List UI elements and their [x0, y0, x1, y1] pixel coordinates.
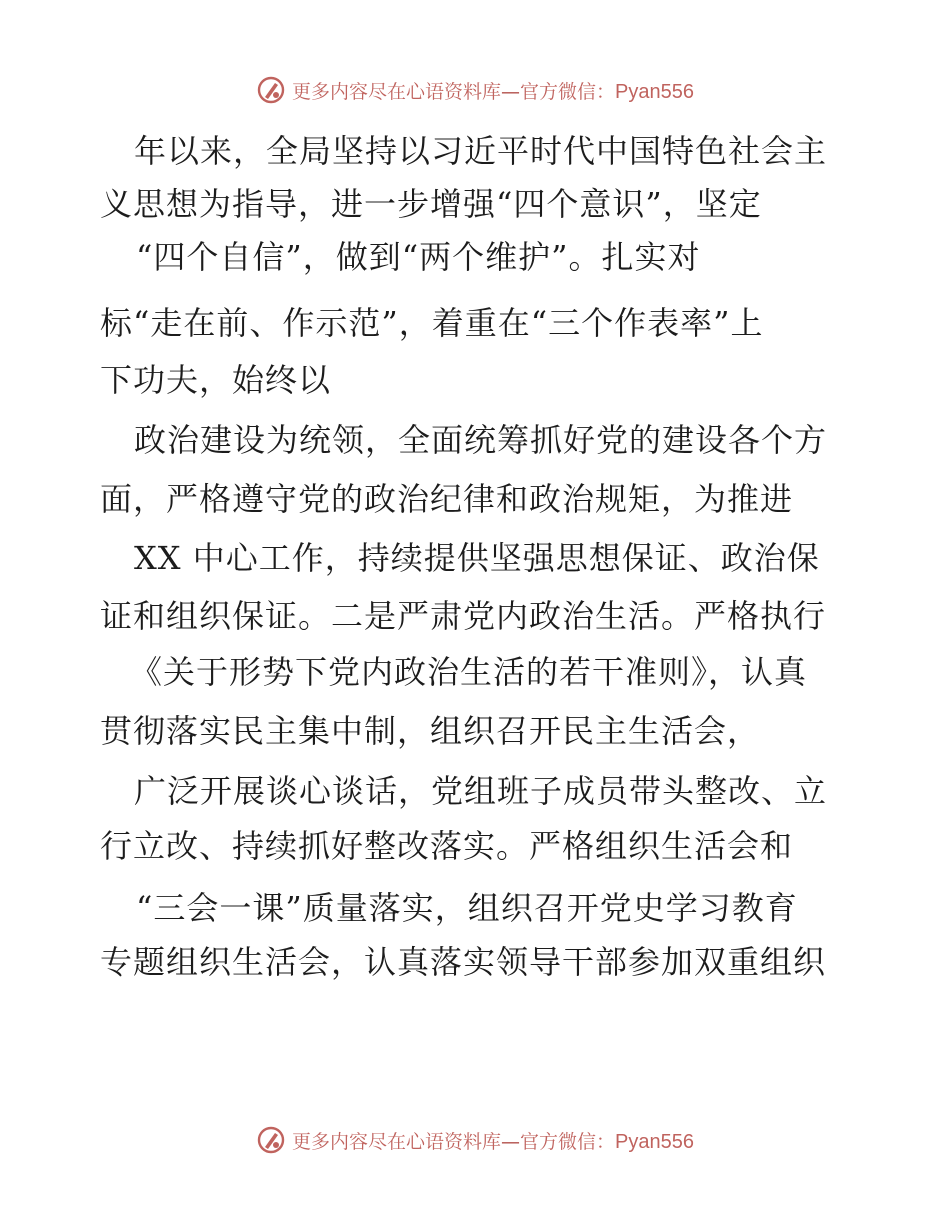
watermark-wechat-id: Pyan556 [615, 1130, 694, 1153]
body-line: 《关于形势下党内政治生活的若干准则》，认真 [130, 653, 808, 691]
body-line: 面，严格遵守党的政治纪律和政治规矩，为推进 [100, 480, 794, 518]
watermark-cn: 更多内容尽在心语资料库 [292, 80, 502, 103]
body-line: 广泛开展谈心谈话，党组班子成员带头整改、立 [134, 772, 828, 810]
pen-nib-circle-icon [256, 1125, 286, 1155]
body-line: 年以来，全局坚持以习近平时代中国特色社会主 [134, 132, 828, 170]
watermark-wechat-id: Pyan556 [615, 80, 694, 103]
body-line: 下功夫，始终以 [100, 361, 332, 399]
watermark-cn2: 官方微信： [520, 80, 616, 103]
footer-watermark [0, 1122, 950, 1158]
body-line: “三会一课”质量落实，组织召开党史学习教育 [136, 889, 798, 927]
body-line: 标“走在前、作示范”，着重在“三个作表率”上 [100, 304, 764, 342]
body-line: 贯彻落实民主集中制，组织召开民主生活会， [100, 712, 761, 750]
body-line: 证和组织保证。二是严肃党内政治生活。严格执行 [100, 597, 827, 635]
watermark-cn2: 官方微信： [520, 1130, 616, 1153]
body-line: XX 中心工作，持续提供坚强思想保证、政治保 [134, 539, 820, 577]
header-watermark [0, 72, 950, 108]
watermark-dash: — [501, 1130, 521, 1153]
body-line: “四个自信”，做到“两个维护”。扎实对 [136, 238, 701, 276]
watermark-text [292, 77, 694, 104]
body-line: 义思想为指导，进一步增强“四个意识”，坚定 [100, 185, 762, 223]
body-line: 政治建设为统领，全面统筹抓好党的建设各个方 [134, 421, 828, 459]
pen-nib-circle-icon [256, 75, 286, 105]
body-line: 行立改、持续抓好整改落实。严格组织生活会和 [100, 827, 794, 865]
watermark-dash: — [501, 80, 521, 103]
watermark-cn: 更多内容尽在心语资料库 [292, 1130, 502, 1153]
watermark-text [292, 1127, 694, 1154]
body-line: 专题组织生活会，认真落实领导干部参加双重组织 [100, 943, 827, 981]
